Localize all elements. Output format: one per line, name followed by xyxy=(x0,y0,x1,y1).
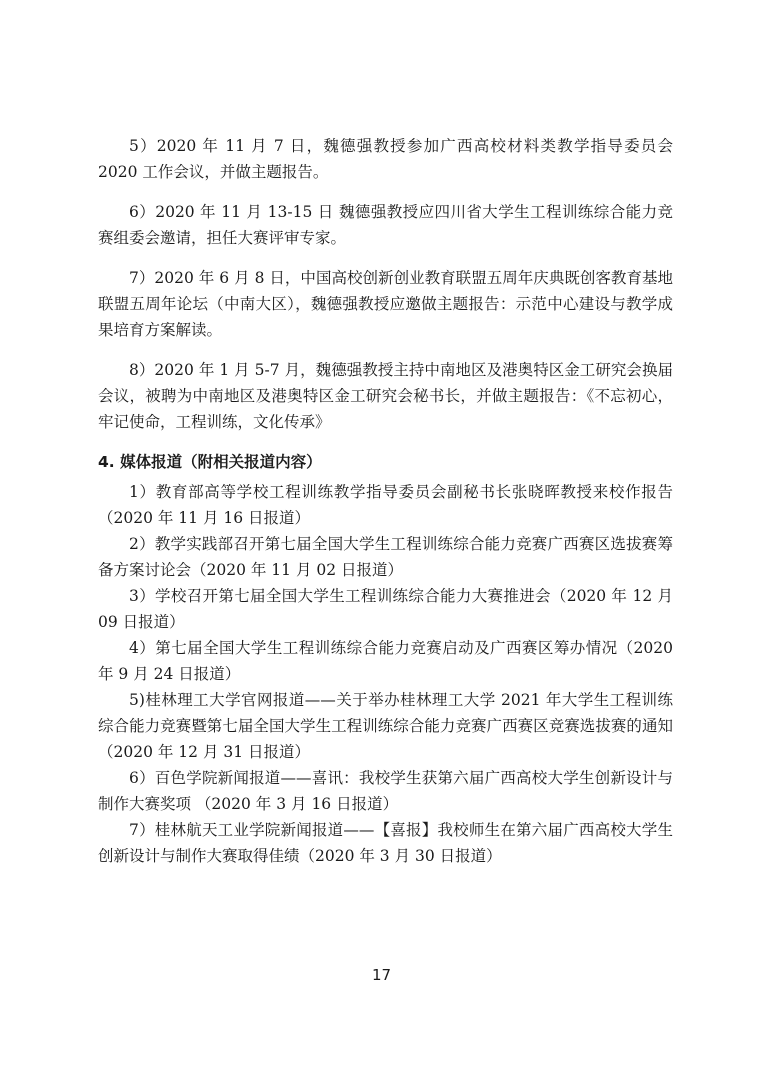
page-number: 17 xyxy=(371,966,392,984)
media-report-item: 4）第七届全国大学生工程训练综合能力竞赛启动及广西赛区筹办情况（2020 年 9 月 24 日报道） xyxy=(98,639,673,683)
media-report-item: 2）教学实践部召开第七届全国大学生工程训练综合能力竞赛广西赛区选拔赛筹备方案讨论会（2020 年 11 月 02 日报道） xyxy=(98,535,673,579)
activity-item: 7）2020 年 6 月 8 日，中国高校创新创业教育联盟五周年庆典既创客教育基地联盟五周年论坛（中南大区），魏德强教授应邀做主题报告：示范中心建设与教学成果培育方案解读。 xyxy=(98,269,673,339)
media-report-item: 5)桂林理工大学官网报道——关于举办桂林理工大学 2021 年大学生工程训练综合能力竞赛暨第七届全国大学生工程训练综合能力竞赛广西赛区竞赛选拔赛的通知（2020 年 12 月 31 日报道） xyxy=(98,691,673,761)
activity-item: 8）2020 年 1 月 5-7 月，魏德强教授主持中南地区及港奥特区金工研究会换届会议，被聘为中南地区及港奥特区金工研究会秘书长，并做主题报告：《不忘初心，牢记使命，工程训练，文化传承》 xyxy=(98,361,673,431)
media-report-item: 6）百色学院新闻报道——喜讯：我校学生获第六届广西高校大学生创新设计与制作大赛奖项 （2020 年 3 月 16 日报道） xyxy=(98,769,673,813)
section-heading: 4. 媒体报道（附相关报道内容） xyxy=(98,453,322,471)
media-report-item: 3）学校召开第七届全国大学生工程训练综合能力大赛推进会（2020 年 12 月 09 日报道） xyxy=(98,587,673,631)
activity-item: 5）2020 年 11 月 7 日，魏德强教授参加广西高校材料类教学指导委员会 2020 工作会议，并做主题报告。 xyxy=(98,137,673,181)
activity-item: 6）2020 年 11 月 13-15 日 魏德强教授应四川省大学生工程训练综合能力竞赛组委会邀请，担任大赛评审专家。 xyxy=(98,203,673,247)
page-content xyxy=(98,133,673,869)
media-report-item: 7）桂林航天工业学院新闻报道——【喜报】我校师生在第六届广西高校大学生创新设计与制作大赛取得佳绩（2020 年 3 月 30 日报道） xyxy=(98,821,673,865)
media-report-item: 1）教育部高等学校工程训练教学指导委员会副秘书长张晓晖教授来校作报告（2020 年 11 月 16 日报道） xyxy=(98,483,673,527)
